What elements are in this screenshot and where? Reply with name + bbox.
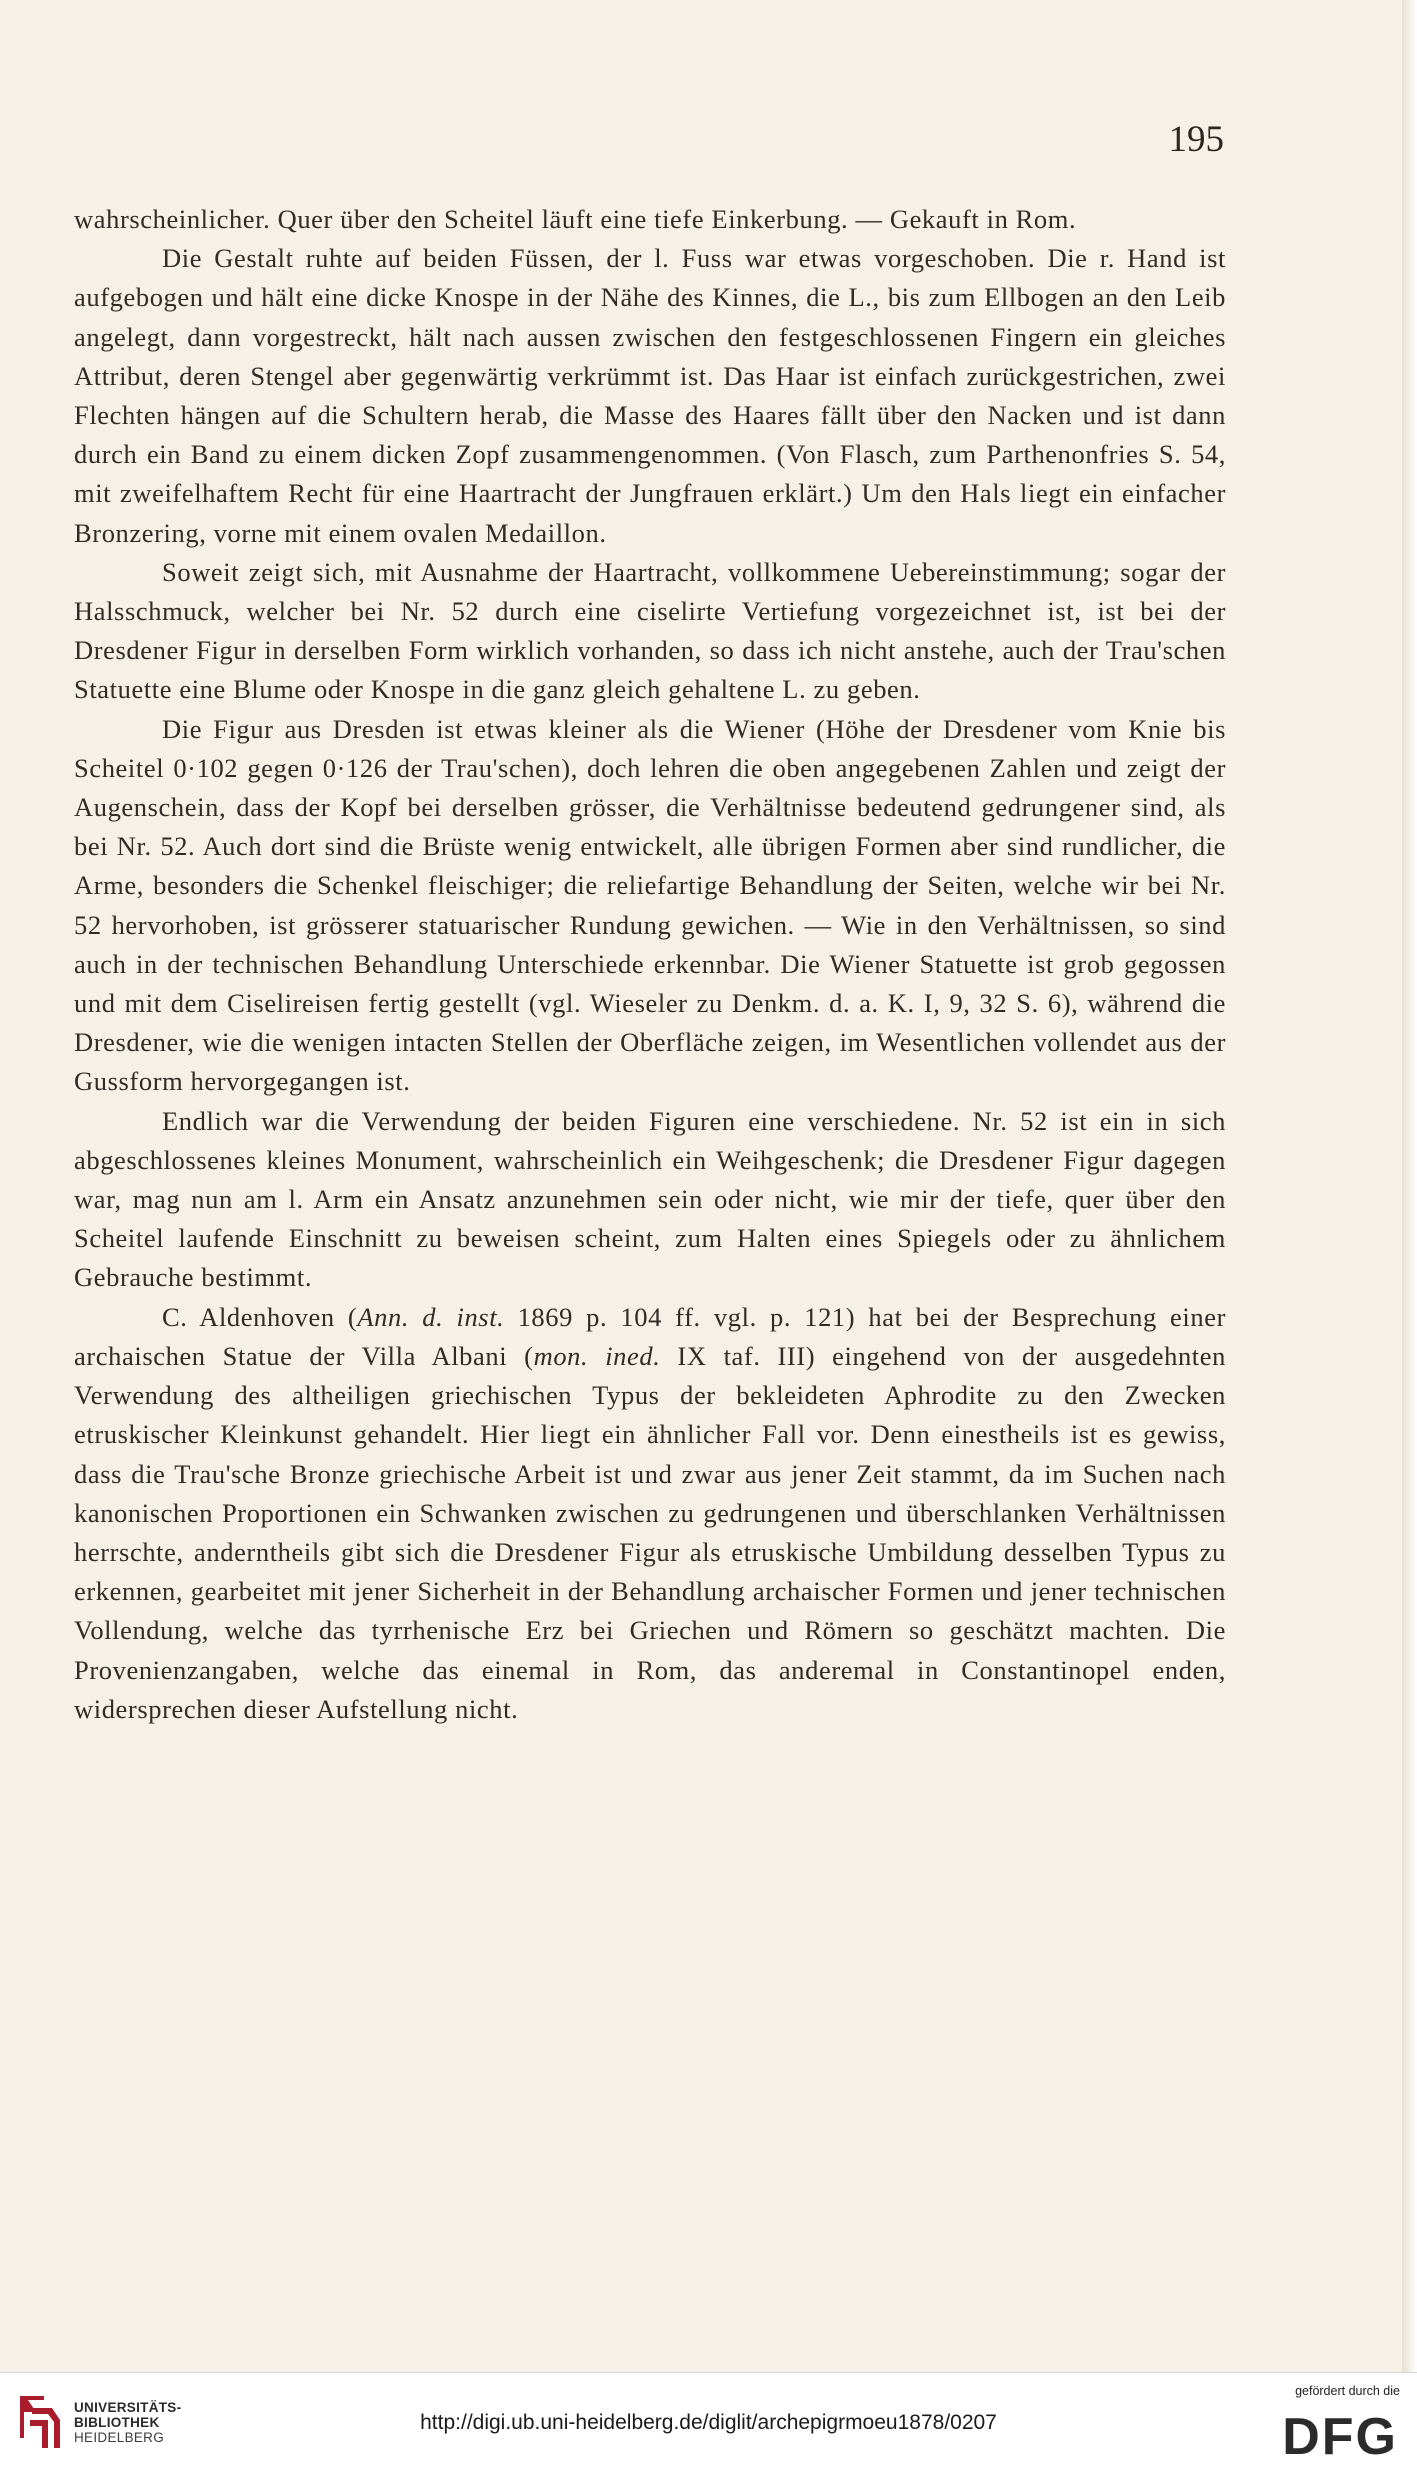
- dfg-logo-icon[interactable]: [1258, 2408, 1400, 2460]
- library-name-line-1: UNIVERSITÄTS-: [74, 2400, 182, 2415]
- permalink-url[interactable]: http://digi.ub.uni-heidelberg.de/diglit/archepigrmoeu1878/0207: [420, 2411, 997, 2434]
- citation-mon-ined: mon. ined.: [533, 1340, 661, 1371]
- paragraph-3: Soweit zeigt sich, mit Ausnahme der Haartracht, vollkommene Uebereinstimmung; sogar der Halsschmuck, welcher bei Nr. 52 durch eine ciselirte Vertiefung vorgezeichnet ist, ist bei der Dresdener Figur in derselben Form wirklich vorhanden, so dass ich nicht anstehe, auch der Trau'schen Statuette eine Blume oder Knospe in die ganz gleich gehaltene L. zu geben.: [74, 556, 1226, 705]
- paragraph-2: Die Gestalt ruhte auf beiden Füssen, der l. Fuss war etwas vorgeschoben. Die r. Hand ist aufgebogen und hält eine dicke Knospe in der Nähe des Kinnes, die L., bis zum Ellbogen an den Leib angelegt, dann vorgestreckt, hält nach aussen zwischen den festgeschlossenen Fingern ein gleiches Attribut, deren Stengel aber gegenwärtig verkrümmt ist. Das Haar ist einfach zurückgestrichen, zwei Flechten hängen auf die Schultern herab, die Masse des Haares fällt über den Nacken und ist dann durch ein Band zu einem dicken Zopf zusammengenommen. (Von Flasch, zum Parthenonfries S. 54, mit zweifelhaftem Recht für eine Haartracht der Jungfrauen erklärt.) Um den Hals liegt ein einfacher Bronzering, vorne mit einem ovalen Medaillon.: [74, 243, 1226, 548]
- library-name-line-3: HEIDELBERG: [74, 2430, 165, 2445]
- paragraph-5: Endlich war die Verwendung der beiden Figuren eine verschiedene. Nr. 52 ist ein in sich abgeschlossenes kleines Monument, wahrscheinlich ein Weihgeschenk; die Dresdener Figur dagegen war, mag nun am l. Arm ein Ansatz anzunehmen sein oder nicht, wie mir der tiefe, quer über den Scheitel laufende Einschnitt zu beweisen scheint, zum Halten eines Spiegels oder zu ähnlichem Gebrauche bestimmt.: [74, 1105, 1226, 1293]
- paragraph-4: Die Figur aus Dresden ist etwas kleiner als die Wiener (Höhe der Dresdener vom Knie bis Scheitel 0·102 gegen 0·126 der Trau'schen), doch lehren die oben angegebenen Zahlen und zeigt der Augenschein, dass der Kopf bei derselben grösser, die Verhältnisse bedeutend gedrungener sind, als bei Nr. 52. Auch dort sind die Brüste wenig entwickelt, alle übrigen Formen aber sind rundlicher, die Arme, besonders die Schenkel fleischiger; die reliefartige Behandlung der Seiten, welche wir bei Nr. 52 hervorhoben, ist grösserer statuarischer Rundung gewichen. — Wie in den Verhältnissen, so sind auch in der technischen Behandlung Unterschiede erkennbar. Die Wiener Statuette ist grob gegossen und mit dem Ciselireisen fertig gestellt (vgl. Wieseler zu Denkm. d. a. K. I, 9, 32 S. 6), während die Dresdener, wie die wenigen intacten Stellen der Oberfläche zeigen, im Wesentlichen vollendet aus der Gussform hervorgegangen ist.: [74, 713, 1226, 1097]
- page-number: 195: [1168, 119, 1224, 160]
- paragraph-6-text-3: IX taf. III) eingehend von der ausgedehnten Verwendung des altheiligen griechischen Typus der bekleideten Aphrodite zu den Zwecken etruskischer Kleinkunst gehandelt. Hier liegt ein ähnlicher Fall vor. Denn einestheils ist es gewiss, dass die Trau'sche Bronze griechische Arbeit ist und zwar aus jener Zeit stammt, da im Suchen nach kanonischen Proportionen ein Schwanken zwischen zu gedrungenen und überschlanken Verhältnissen herrschte, anderntheils gibt sich die Dresdener Figur als etruskische Umbildung desselben Typus zu erkennen, gearbeitet mit jener Sicherheit in der Behandlung archaischer Formen und jener technischen Vollendung, welche das tyrrhenische Erz bei Griechen und Römern so geschätzt machten. Die Provenienzangaben, welche das einemal in Rom, das anderemal in Constantinopel enden, widersprechen dieser Aufstellung nicht.: [74, 1340, 1226, 1724]
- page-edge-shadow: [1402, 0, 1417, 2372]
- paragraph-6-text-1: C. Aldenhoven (: [162, 1301, 358, 1332]
- paragraph-6: [74, 1298, 1226, 1729]
- funded-by-label: gefördert durch die: [1295, 2384, 1400, 2398]
- library-name-line-2: BIBLIOTHEK: [74, 2415, 160, 2430]
- paragraph-1: wahrscheinlicher. Quer über den Scheitel läuft eine tiefe Einkerbung. — Gekauft in Rom.: [74, 204, 1077, 234]
- body-text: [74, 200, 1226, 1729]
- paragraph-6-text-2: 1869 p. 104 ff. vgl. p. 121) hat bei der Besprechung einer archaischen Statue der Villa Albani (: [74, 1301, 1226, 1371]
- dfg-logo-text: DFG: [1282, 2408, 1398, 2460]
- citation-ann-d-inst: Ann. d. inst.: [357, 1301, 505, 1332]
